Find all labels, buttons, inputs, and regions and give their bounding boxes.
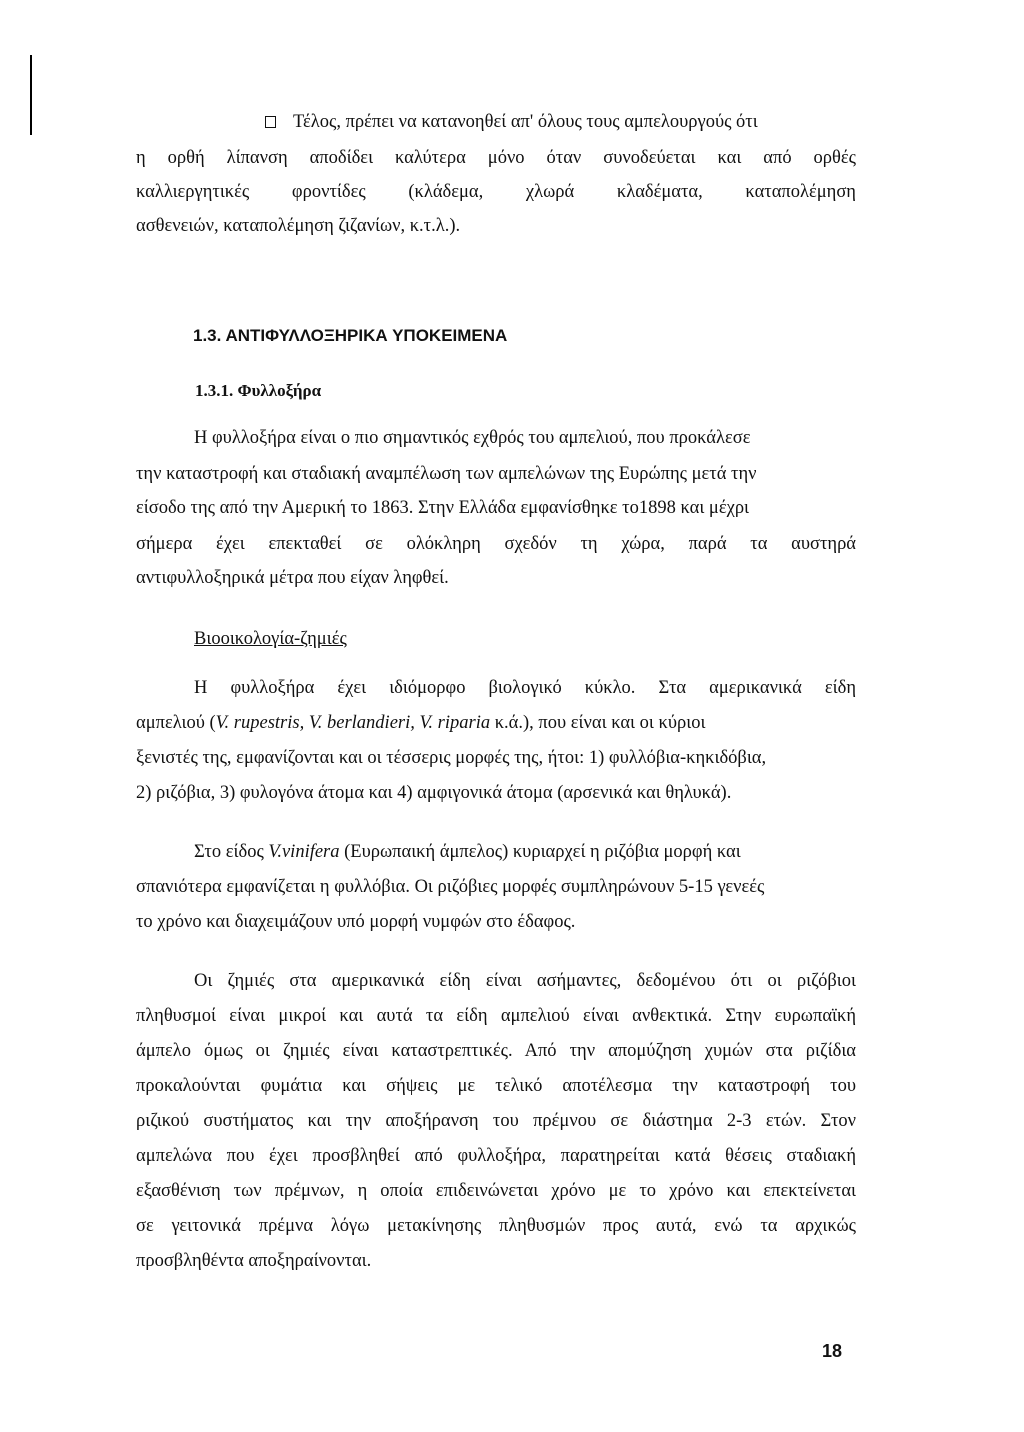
paragraph-line: το χρόνο και διαχειμάζουν υπό μορφή νυμφών στο έδαφος.	[136, 912, 576, 932]
paragraph-line: ριζικού συστήματος και την αποξήρανση του πρέμνου σε διάστημα 2-3 ετών. Στον	[136, 1111, 856, 1131]
paragraph-line: ασθενειών, καταπολέμηση ζιζανίων, κ.τ.λ.).	[136, 216, 461, 236]
paragraph-line: ξενιστές της, εμφανίζονται και οι τέσσερις μορφές της, ήτοι: 1) φυλλόβια-κηκιδόβια,	[136, 748, 767, 768]
text-run: Στο είδος	[194, 842, 269, 862]
bio-heading: Βιοοικολογία-ζημιές	[194, 629, 347, 649]
paragraph-line: την καταστροφή και σταδιακή αναμπέλωση των αμπελώνων της Ευρώπης μετά την	[136, 464, 757, 484]
paragraph-line	[194, 840, 856, 864]
paragraph-line: προκαλούνται φυμάτια και σήψεις με τελικό αποτέλεσμα την καταστροφή του	[136, 1076, 856, 1096]
section-heading: 1.3. ΑΝΤΙΦΥΛΛΟΞΗΡΙΚΑ ΥΠΟΚΕΙΜΕΝΑ	[193, 326, 508, 345]
paragraph-line: εξασθένιση των πρέμνων, η οποία επιδεινώνεται χρόνο με το χρόνο και επεκτείνεται	[136, 1181, 856, 1201]
paragraph-line: καλλιεργητικές φροντίδες (κλάδεμα, χλωρά κλαδέματα, καταπολέμηση	[136, 182, 856, 202]
paragraph-line: σήμερα έχει επεκταθεί σε ολόκληρη σχεδόν τη χώρα, παρά τα αυστηρά	[136, 534, 856, 554]
paragraph-line	[136, 711, 856, 735]
paragraph-line: Οι ζημιές στα αμερικανικά είδη είναι ασήμαντες, δεδομένου ότι οι ριζόβιοι	[194, 971, 856, 991]
paragraph-line: σε γειτονικά πρέμνα λόγω μετακίνησης πληθυσμών προς αυτά, ενώ τα αρχικώς	[136, 1216, 856, 1236]
paragraph-line: άμπελο όμως οι ζημιές είναι καταστρεπτικές. Από την απομύζηση χυμών στα ριζίδια	[136, 1041, 856, 1061]
page-number: 18	[822, 1341, 843, 1361]
paragraph-line: Τέλος, πρέπει να κατανοηθεί απ' όλους τους αμπελουργούς ότι	[293, 112, 758, 132]
text-run: αμπελιού (	[136, 713, 216, 733]
text-run: κ.ά.), που είναι και οι κύριοι	[490, 713, 706, 733]
bullet-box-icon	[265, 116, 276, 128]
paragraph-line: η ορθή λίπανση αποδίδει καλύτερα μόνο όταν συνοδεύεται και από ορθές	[136, 148, 856, 168]
margin-rule	[30, 55, 32, 135]
text-run: (Ευρωπαική άμπελος) κυριαρχεί η ριζόβια μορφή και	[339, 842, 741, 862]
paragraph-line: Η φυλλοξήρα έχει ιδιόμορφο βιολογικό κύκλο. Στα αμερικανικά είδη	[194, 678, 856, 698]
paragraph-line: αμπελώνα που έχει προσβληθεί από φυλλοξήρα, παρατηρείται κατά θέσεις σταδιακή	[136, 1146, 856, 1166]
paragraph-line: Η φυλλοξήρα είναι ο πιο σημαντικός εχθρός του αμπελιού, που προκάλεσε	[194, 428, 751, 448]
subsection-heading: 1.3.1. Φυλλοξήρα	[195, 381, 322, 400]
paragraph-line: προσβληθέντα αποξηραίνονται.	[136, 1251, 372, 1271]
paragraph-line: 2) ριζόβια, 3) φυλογόνα άτομα και 4) αμφιγονικά άτομα (αρσενικά και θηλυκά).	[136, 783, 732, 803]
paragraph-line: σπανιότερα εμφανίζεται η φυλλόβια. Οι ριζόβιες μορφές συμπληρώνουν 5-15 γενεές	[136, 877, 765, 897]
species-names: V. rupestris, V. berlandieri, V. riparia	[215, 713, 491, 733]
species-name: V.vinifera	[268, 842, 340, 862]
paragraph-line: πληθυσμοί είναι μικροί και αυτά τα είδη αμπελιού είναι ανθεκτικά. Στην ευρωπαϊκή	[136, 1006, 856, 1026]
paragraph-line: αντιφυλλοξηρικά μέτρα που είχαν ληφθεί.	[136, 568, 449, 588]
paragraph-line: είσοδο της από την Αμερική το 1863. Στην Ελλάδα εμφανίσθηκε το1898 και μέχρι	[136, 498, 750, 518]
